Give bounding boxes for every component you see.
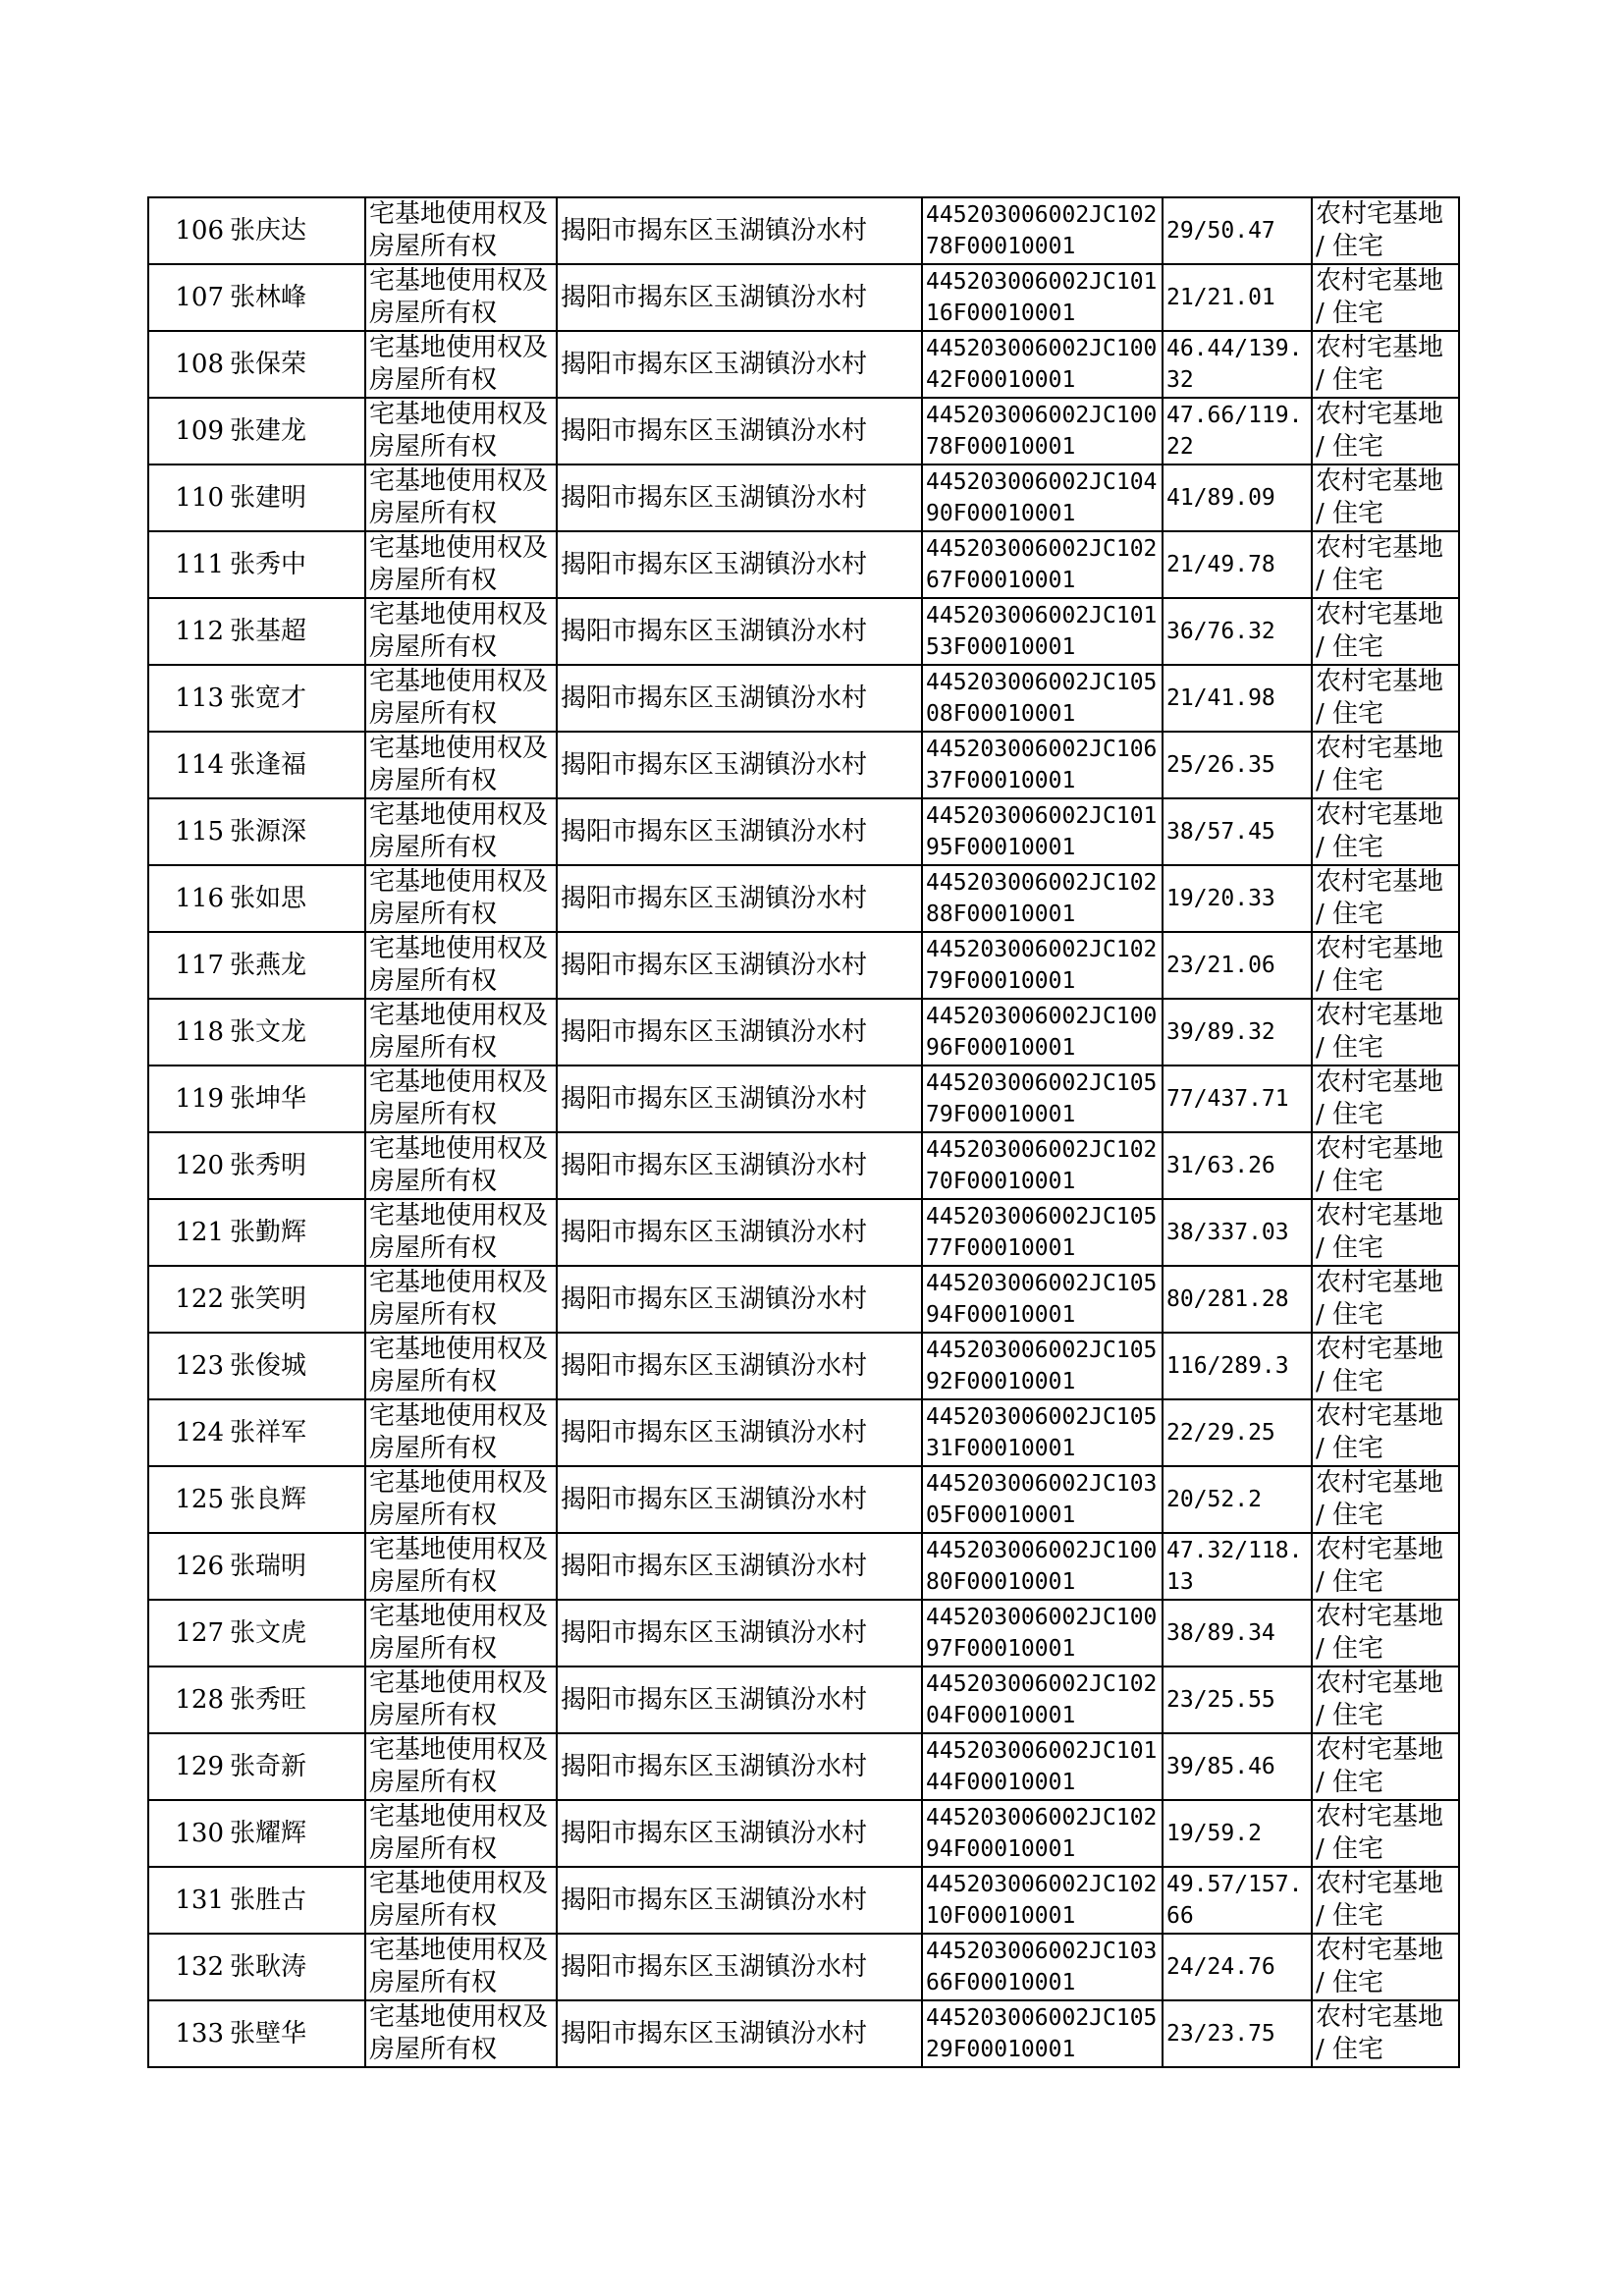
area-cell: 47.32/118.13 <box>1163 1533 1312 1600</box>
location-cell: 揭阳市揭东区玉湖镇汾水村 <box>557 1867 922 1934</box>
location-cell: 揭阳市揭东区玉湖镇汾水村 <box>557 1800 922 1867</box>
usage-cell: 农村宅基地 / 住宅 <box>1312 1667 1459 1733</box>
unit-code-cell: 445203006002JC10592F00010001 <box>922 1333 1163 1399</box>
right-type-cell: 宅基地使用权及房屋所有权 <box>365 798 557 865</box>
row-number-cell: 131 <box>148 1867 228 1934</box>
right-type-cell: 宅基地使用权及房屋所有权 <box>365 464 557 531</box>
location-cell: 揭阳市揭东区玉湖镇汾水村 <box>557 665 922 732</box>
table-row <box>148 1132 1459 1199</box>
right-type-cell: 宅基地使用权及房屋所有权 <box>365 531 557 598</box>
table-row <box>148 1733 1459 1800</box>
row-number-cell: 130 <box>148 1800 228 1867</box>
right-type-cell: 宅基地使用权及房屋所有权 <box>365 1667 557 1733</box>
owner-name-cell: 张宽才 <box>228 665 365 732</box>
owner-name-cell: 张秀明 <box>228 1132 365 1199</box>
owner-name-cell: 张勤辉 <box>228 1199 365 1266</box>
usage-cell: 农村宅基地 / 住宅 <box>1312 598 1459 665</box>
row-number-cell: 119 <box>148 1066 228 1132</box>
area-cell: 29/50.47 <box>1163 197 1312 264</box>
area-cell: 39/89.32 <box>1163 999 1312 1066</box>
owner-name-cell: 张壁华 <box>228 2000 365 2067</box>
right-type-cell: 宅基地使用权及房屋所有权 <box>365 264 557 331</box>
table-row <box>148 1533 1459 1600</box>
right-type-cell: 宅基地使用权及房屋所有权 <box>365 398 557 464</box>
table-row <box>148 1466 1459 1533</box>
location-cell: 揭阳市揭东区玉湖镇汾水村 <box>557 1132 922 1199</box>
row-number-cell: 126 <box>148 1533 228 1600</box>
unit-code-cell: 445203006002JC10210F00010001 <box>922 1867 1163 1934</box>
unit-code-cell: 445203006002JC10096F00010001 <box>922 999 1163 1066</box>
area-cell: 23/25.55 <box>1163 1667 1312 1733</box>
right-type-cell: 宅基地使用权及房屋所有权 <box>365 331 557 398</box>
right-type-cell: 宅基地使用权及房屋所有权 <box>365 865 557 932</box>
table-row <box>148 398 1459 464</box>
unit-code-cell: 445203006002JC10305F00010001 <box>922 1466 1163 1533</box>
usage-cell: 农村宅基地 / 住宅 <box>1312 932 1459 999</box>
area-cell: 19/20.33 <box>1163 865 1312 932</box>
table-row <box>148 1266 1459 1333</box>
right-type-cell: 宅基地使用权及房屋所有权 <box>365 999 557 1066</box>
table-row <box>148 732 1459 798</box>
unit-code-cell: 445203006002JC10270F00010001 <box>922 1132 1163 1199</box>
right-type-cell: 宅基地使用权及房屋所有权 <box>365 1533 557 1600</box>
unit-code-cell: 445203006002JC10042F00010001 <box>922 331 1163 398</box>
owner-name-cell: 张保荣 <box>228 331 365 398</box>
area-cell: 41/89.09 <box>1163 464 1312 531</box>
unit-code-cell: 445203006002JC10195F00010001 <box>922 798 1163 865</box>
location-cell: 揭阳市揭东区玉湖镇汾水村 <box>557 1399 922 1466</box>
usage-cell: 农村宅基地 / 住宅 <box>1312 798 1459 865</box>
usage-cell: 农村宅基地 / 住宅 <box>1312 665 1459 732</box>
owner-name-cell: 张逢福 <box>228 732 365 798</box>
area-cell: 38/89.34 <box>1163 1600 1312 1667</box>
row-number-cell: 117 <box>148 932 228 999</box>
table-row <box>148 665 1459 732</box>
owner-name-cell: 张良辉 <box>228 1466 365 1533</box>
unit-code-cell: 445203006002JC10579F00010001 <box>922 1066 1163 1132</box>
table-row <box>148 999 1459 1066</box>
right-type-cell: 宅基地使用权及房屋所有权 <box>365 932 557 999</box>
usage-cell: 农村宅基地 / 住宅 <box>1312 197 1459 264</box>
owner-name-cell: 张奇新 <box>228 1733 365 1800</box>
row-number-cell: 112 <box>148 598 228 665</box>
area-cell: 23/21.06 <box>1163 932 1312 999</box>
usage-cell: 农村宅基地 / 住宅 <box>1312 1266 1459 1333</box>
right-type-cell: 宅基地使用权及房屋所有权 <box>365 1934 557 2000</box>
row-number-cell: 109 <box>148 398 228 464</box>
unit-code-cell: 445203006002JC10490F00010001 <box>922 464 1163 531</box>
right-type-cell: 宅基地使用权及房屋所有权 <box>365 1600 557 1667</box>
table-row <box>148 1934 1459 2000</box>
area-cell: 38/337.03 <box>1163 1199 1312 1266</box>
location-cell: 揭阳市揭东区玉湖镇汾水村 <box>557 798 922 865</box>
area-cell: 38/57.45 <box>1163 798 1312 865</box>
table-row <box>148 1667 1459 1733</box>
usage-cell: 农村宅基地 / 住宅 <box>1312 1132 1459 1199</box>
table-row <box>148 1199 1459 1266</box>
unit-code-cell: 445203006002JC10204F00010001 <box>922 1667 1163 1733</box>
usage-cell: 农村宅基地 / 住宅 <box>1312 1199 1459 1266</box>
right-type-cell: 宅基地使用权及房屋所有权 <box>365 1333 557 1399</box>
owner-name-cell: 张文虎 <box>228 1600 365 1667</box>
usage-cell: 农村宅基地 / 住宅 <box>1312 732 1459 798</box>
unit-code-cell: 445203006002JC10531F00010001 <box>922 1399 1163 1466</box>
row-number-cell: 115 <box>148 798 228 865</box>
location-cell: 揭阳市揭东区玉湖镇汾水村 <box>557 1533 922 1600</box>
row-number-cell: 125 <box>148 1466 228 1533</box>
area-cell: 19/59.2 <box>1163 1800 1312 1867</box>
row-number-cell: 113 <box>148 665 228 732</box>
location-cell: 揭阳市揭东区玉湖镇汾水村 <box>557 264 922 331</box>
unit-code-cell: 445203006002JC10529F00010001 <box>922 2000 1163 2067</box>
area-cell: 23/23.75 <box>1163 2000 1312 2067</box>
table-row <box>148 598 1459 665</box>
table-row <box>148 798 1459 865</box>
row-number-cell: 122 <box>148 1266 228 1333</box>
area-cell: 77/437.71 <box>1163 1066 1312 1132</box>
table-row <box>148 264 1459 331</box>
usage-cell: 农村宅基地 / 住宅 <box>1312 865 1459 932</box>
right-type-cell: 宅基地使用权及房屋所有权 <box>365 1199 557 1266</box>
row-number-cell: 124 <box>148 1399 228 1466</box>
location-cell: 揭阳市揭东区玉湖镇汾水村 <box>557 1333 922 1399</box>
right-type-cell: 宅基地使用权及房屋所有权 <box>365 1733 557 1800</box>
right-type-cell: 宅基地使用权及房屋所有权 <box>365 197 557 264</box>
location-cell: 揭阳市揭东区玉湖镇汾水村 <box>557 732 922 798</box>
location-cell: 揭阳市揭东区玉湖镇汾水村 <box>557 1266 922 1333</box>
area-cell: 39/85.46 <box>1163 1733 1312 1800</box>
owner-name-cell: 张俊城 <box>228 1333 365 1399</box>
area-cell: 47.66/119.22 <box>1163 398 1312 464</box>
usage-cell: 农村宅基地 / 住宅 <box>1312 331 1459 398</box>
table-row <box>148 1333 1459 1399</box>
owner-name-cell: 张如思 <box>228 865 365 932</box>
right-type-cell: 宅基地使用权及房屋所有权 <box>365 1132 557 1199</box>
usage-cell: 农村宅基地 / 住宅 <box>1312 398 1459 464</box>
right-type-cell: 宅基地使用权及房屋所有权 <box>365 1466 557 1533</box>
location-cell: 揭阳市揭东区玉湖镇汾水村 <box>557 331 922 398</box>
usage-cell: 农村宅基地 / 住宅 <box>1312 1066 1459 1132</box>
unit-code-cell: 445203006002JC10577F00010001 <box>922 1199 1163 1266</box>
right-type-cell: 宅基地使用权及房屋所有权 <box>365 1867 557 1934</box>
location-cell: 揭阳市揭东区玉湖镇汾水村 <box>557 2000 922 2067</box>
unit-code-cell: 445203006002JC10294F00010001 <box>922 1800 1163 1867</box>
area-cell: 36/76.32 <box>1163 598 1312 665</box>
location-cell: 揭阳市揭东区玉湖镇汾水村 <box>557 865 922 932</box>
unit-code-cell: 445203006002JC10508F00010001 <box>922 665 1163 732</box>
table-row <box>148 865 1459 932</box>
owner-name-cell: 张祥军 <box>228 1399 365 1466</box>
unit-code-cell: 445203006002JC10116F00010001 <box>922 264 1163 331</box>
owner-name-cell: 张笑明 <box>228 1266 365 1333</box>
row-number-cell: 108 <box>148 331 228 398</box>
unit-code-cell: 445203006002JC10366F00010001 <box>922 1934 1163 2000</box>
location-cell: 揭阳市揭东区玉湖镇汾水村 <box>557 932 922 999</box>
owner-name-cell: 张源深 <box>228 798 365 865</box>
usage-cell: 农村宅基地 / 住宅 <box>1312 464 1459 531</box>
owner-name-cell: 张秀旺 <box>228 1667 365 1733</box>
table-row <box>148 197 1459 264</box>
table-row <box>148 2000 1459 2067</box>
owner-name-cell: 张建龙 <box>228 398 365 464</box>
usage-cell: 农村宅基地 / 住宅 <box>1312 1800 1459 1867</box>
right-type-cell: 宅基地使用权及房屋所有权 <box>365 1266 557 1333</box>
usage-cell: 农村宅基地 / 住宅 <box>1312 531 1459 598</box>
unit-code-cell: 445203006002JC10144F00010001 <box>922 1733 1163 1800</box>
unit-code-cell: 445203006002JC10078F00010001 <box>922 398 1163 464</box>
owner-name-cell: 张基超 <box>228 598 365 665</box>
right-type-cell: 宅基地使用权及房屋所有权 <box>365 732 557 798</box>
unit-code-cell: 445203006002JC10080F00010001 <box>922 1533 1163 1600</box>
usage-cell: 农村宅基地 / 住宅 <box>1312 1867 1459 1934</box>
area-cell: 116/289.3 <box>1163 1333 1312 1399</box>
unit-code-cell: 445203006002JC10278F00010001 <box>922 197 1163 264</box>
location-cell: 揭阳市揭东区玉湖镇汾水村 <box>557 1934 922 2000</box>
location-cell: 揭阳市揭东区玉湖镇汾水村 <box>557 1667 922 1733</box>
location-cell: 揭阳市揭东区玉湖镇汾水村 <box>557 1600 922 1667</box>
usage-cell: 农村宅基地 / 住宅 <box>1312 1533 1459 1600</box>
area-cell: 31/63.26 <box>1163 1132 1312 1199</box>
right-type-cell: 宅基地使用权及房屋所有权 <box>365 1399 557 1466</box>
area-cell: 49.57/157.66 <box>1163 1867 1312 1934</box>
unit-code-cell: 445203006002JC10288F00010001 <box>922 865 1163 932</box>
row-number-cell: 118 <box>148 999 228 1066</box>
owner-name-cell: 张耿涛 <box>228 1934 365 2000</box>
row-number-cell: 107 <box>148 264 228 331</box>
table-body <box>148 197 1459 2067</box>
unit-code-cell: 445203006002JC10279F00010001 <box>922 932 1163 999</box>
area-cell: 21/41.98 <box>1163 665 1312 732</box>
owner-name-cell: 张燕龙 <box>228 932 365 999</box>
area-cell: 80/281.28 <box>1163 1266 1312 1333</box>
owner-name-cell: 张耀辉 <box>228 1800 365 1867</box>
unit-code-cell: 445203006002JC10153F00010001 <box>922 598 1163 665</box>
owner-name-cell: 张坤华 <box>228 1066 365 1132</box>
row-number-cell: 110 <box>148 464 228 531</box>
area-cell: 21/49.78 <box>1163 531 1312 598</box>
row-number-cell: 116 <box>148 865 228 932</box>
row-number-cell: 106 <box>148 197 228 264</box>
right-type-cell: 宅基地使用权及房屋所有权 <box>365 1800 557 1867</box>
owner-name-cell: 张秀中 <box>228 531 365 598</box>
usage-cell: 农村宅基地 / 住宅 <box>1312 2000 1459 2067</box>
owner-name-cell: 张胜古 <box>228 1867 365 1934</box>
row-number-cell: 127 <box>148 1600 228 1667</box>
location-cell: 揭阳市揭东区玉湖镇汾水村 <box>557 197 922 264</box>
right-type-cell: 宅基地使用权及房屋所有权 <box>365 598 557 665</box>
unit-code-cell: 445203006002JC10097F00010001 <box>922 1600 1163 1667</box>
row-number-cell: 128 <box>148 1667 228 1733</box>
owner-name-cell: 张建明 <box>228 464 365 531</box>
location-cell: 揭阳市揭东区玉湖镇汾水村 <box>557 464 922 531</box>
row-number-cell: 133 <box>148 2000 228 2067</box>
table-row <box>148 932 1459 999</box>
location-cell: 揭阳市揭东区玉湖镇汾水村 <box>557 999 922 1066</box>
usage-cell: 农村宅基地 / 住宅 <box>1312 1466 1459 1533</box>
location-cell: 揭阳市揭东区玉湖镇汾水村 <box>557 1733 922 1800</box>
row-number-cell: 120 <box>148 1132 228 1199</box>
table-row <box>148 1867 1459 1934</box>
location-cell: 揭阳市揭东区玉湖镇汾水村 <box>557 531 922 598</box>
location-cell: 揭阳市揭东区玉湖镇汾水村 <box>557 1199 922 1266</box>
area-cell: 46.44/139.32 <box>1163 331 1312 398</box>
location-cell: 揭阳市揭东区玉湖镇汾水村 <box>557 1066 922 1132</box>
owner-name-cell: 张庆达 <box>228 197 365 264</box>
area-cell: 21/21.01 <box>1163 264 1312 331</box>
area-cell: 22/29.25 <box>1163 1399 1312 1466</box>
usage-cell: 农村宅基地 / 住宅 <box>1312 1333 1459 1399</box>
table-row <box>148 1066 1459 1132</box>
unit-code-cell: 445203006002JC10267F00010001 <box>922 531 1163 598</box>
owner-name-cell: 张文龙 <box>228 999 365 1066</box>
row-number-cell: 114 <box>148 732 228 798</box>
row-number-cell: 111 <box>148 531 228 598</box>
table-row <box>148 1800 1459 1867</box>
right-type-cell: 宅基地使用权及房屋所有权 <box>365 2000 557 2067</box>
usage-cell: 农村宅基地 / 住宅 <box>1312 264 1459 331</box>
table-row <box>148 1399 1459 1466</box>
registry-table <box>147 196 1460 2068</box>
location-cell: 揭阳市揭东区玉湖镇汾水村 <box>557 398 922 464</box>
usage-cell: 农村宅基地 / 住宅 <box>1312 1399 1459 1466</box>
row-number-cell: 132 <box>148 1934 228 2000</box>
table-row <box>148 464 1459 531</box>
table-row <box>148 1600 1459 1667</box>
row-number-cell: 129 <box>148 1733 228 1800</box>
area-cell: 20/52.2 <box>1163 1466 1312 1533</box>
usage-cell: 农村宅基地 / 住宅 <box>1312 1934 1459 2000</box>
table-row <box>148 331 1459 398</box>
unit-code-cell: 445203006002JC10637F00010001 <box>922 732 1163 798</box>
row-number-cell: 121 <box>148 1199 228 1266</box>
table-row <box>148 531 1459 598</box>
right-type-cell: 宅基地使用权及房屋所有权 <box>365 1066 557 1132</box>
usage-cell: 农村宅基地 / 住宅 <box>1312 1600 1459 1667</box>
area-cell: 25/26.35 <box>1163 732 1312 798</box>
usage-cell: 农村宅基地 / 住宅 <box>1312 1733 1459 1800</box>
area-cell: 24/24.76 <box>1163 1934 1312 2000</box>
usage-cell: 农村宅基地 / 住宅 <box>1312 999 1459 1066</box>
right-type-cell: 宅基地使用权及房屋所有权 <box>365 665 557 732</box>
owner-name-cell: 张林峰 <box>228 264 365 331</box>
row-number-cell: 123 <box>148 1333 228 1399</box>
unit-code-cell: 445203006002JC10594F00010001 <box>922 1266 1163 1333</box>
location-cell: 揭阳市揭东区玉湖镇汾水村 <box>557 598 922 665</box>
owner-name-cell: 张瑞明 <box>228 1533 365 1600</box>
location-cell: 揭阳市揭东区玉湖镇汾水村 <box>557 1466 922 1533</box>
